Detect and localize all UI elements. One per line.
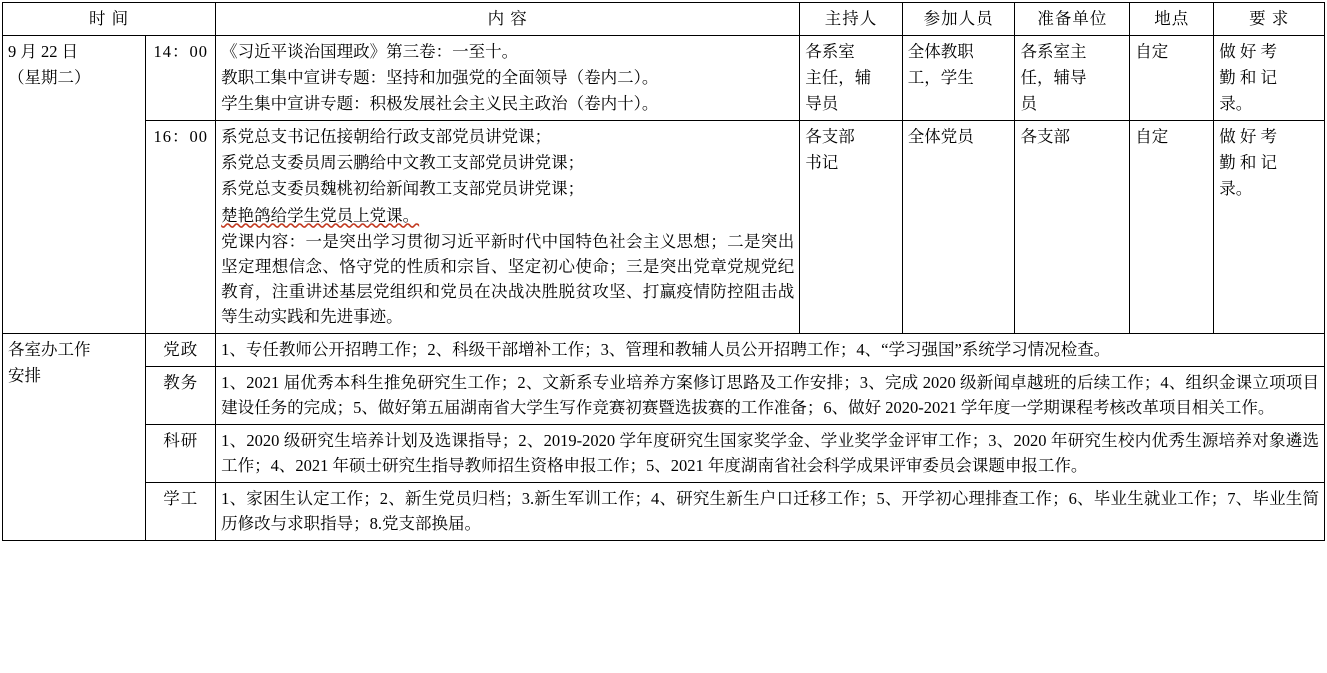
requirement-line: 勤 和 记	[1219, 153, 1277, 173]
header-participants: 参加人员	[902, 3, 1015, 36]
cell-content-1	[216, 36, 800, 121]
content-line: 系党总支委员周云鹏给中文教工支部党员讲党课；	[221, 153, 585, 173]
date-line-1: 9 月 22 日	[8, 42, 79, 62]
table-header-row	[3, 3, 1325, 36]
content-paragraph: 党课内容：一是突出学习贯彻习近平新时代中国特色社会主义思想；二是突出坚定理想信念、恪守党的性质和宗旨、坚定初心使命；三是突出党章党规党纪教育，注重讲述基层党组织和党员在决战决胜脱贫攻坚、打赢疫情防控阻击战等生动实践和先进事迹。	[221, 231, 795, 326]
table-row	[3, 121, 1325, 334]
host-line: 各支部	[805, 127, 855, 147]
office-item-name: 学工	[146, 483, 216, 541]
requirement-line: 录。	[1219, 94, 1253, 114]
cell-office-label	[3, 333, 146, 541]
cell-place-2: 自定	[1130, 121, 1214, 334]
header-place: 地点	[1130, 3, 1214, 36]
content-line: 系党总支书记伍接朝给行政支部党员讲党课；	[221, 127, 552, 147]
header-content: 内 容	[216, 3, 800, 36]
header-prep-unit: 准备单位	[1015, 3, 1130, 36]
cell-place-1: 自定	[1130, 36, 1214, 121]
cell-time-2: 16：00	[146, 121, 216, 334]
cell-participants-2: 全体党员	[902, 121, 1015, 334]
prep-line: 员	[1020, 94, 1037, 114]
cell-prep-2: 各支部	[1015, 121, 1130, 334]
header-time: 时 间	[3, 3, 216, 36]
host-line: 各系室	[805, 42, 855, 62]
cell-time-1: 14：00	[146, 36, 216, 121]
header-host: 主持人	[800, 3, 902, 36]
content-line: 学生集中宣讲专题：积极发展社会主义民主政治（卷内十）。	[221, 94, 659, 114]
cell-date	[3, 36, 146, 334]
requirement-line: 录。	[1219, 179, 1253, 199]
header-requirement: 要 求	[1214, 3, 1325, 36]
prep-line: 各系室主	[1020, 42, 1087, 62]
content-line: 教职工集中宣讲专题：坚持和加强党的全面领导（卷内二）。	[221, 68, 659, 88]
office-item-name: 教务	[146, 367, 216, 425]
cell-requirement-2	[1214, 121, 1325, 334]
office-label-line-1: 各室办工作	[8, 339, 91, 359]
office-item-text: 1、专任教师公开招聘工作；2、科级干部增补工作；3、管理和教辅人员公开招聘工作；4、“学习强国”系统学习情况检查。	[216, 333, 1325, 366]
office-item-name: 科研	[146, 425, 216, 483]
cell-content-2	[216, 121, 800, 334]
prep-line: 任，辅导	[1020, 68, 1087, 88]
office-label-line-2: 安排	[8, 366, 41, 386]
cell-host-1	[800, 36, 902, 121]
requirement-line: 勤 和 记	[1219, 68, 1277, 88]
cell-participants-1	[902, 36, 1015, 121]
requirement-line: 做 好 考	[1219, 127, 1277, 147]
participants-line: 工，学生	[907, 68, 974, 88]
host-line: 导员	[805, 94, 839, 114]
table-row	[3, 36, 1325, 121]
content-line: 《习近平谈治国理政》第三卷：一至十。	[221, 42, 519, 62]
office-row-student	[3, 483, 1325, 541]
date-line-2: （星期二）	[8, 68, 91, 88]
participants-line: 全体教职	[907, 42, 974, 62]
host-line: 主任，辅	[805, 68, 872, 88]
schedule-table	[2, 2, 1325, 541]
office-item-text: 1、2021 届优秀本科生推免研究生工作；2、文新系专业培养方案修订思路及工作安排；3、完成 2020 级新闻卓越班的后续工作；4、组织金课立项项目建设任务的完成；5、做好第五届湖南省大学生写作竞赛初赛暨选拔赛的工作准备；6、做好 2020-2021 学年度一学期课程考核改革项目相关工作。	[216, 367, 1325, 425]
content-line: 系党总支委员魏桃初给新闻教工支部党员讲党课；	[221, 179, 585, 199]
office-item-text: 1、家困生认定工作；2、新生党员归档；3.新生军训工作；4、研究生新生户口迁移工作；5、开学初心理排查工作；6、毕业生就业工作；7、毕业生简历修改与求职指导；8.党支部换届。	[216, 483, 1325, 541]
content-line-underlined: 楚艳鸽给学生党员上党课。	[221, 205, 420, 225]
office-row-party	[3, 333, 1325, 366]
cell-host-2	[800, 121, 902, 334]
cell-requirement-1	[1214, 36, 1325, 121]
office-item-name: 党政	[146, 333, 216, 366]
office-row-academic	[3, 367, 1325, 425]
cell-prep-1	[1015, 36, 1130, 121]
host-line: 书记	[805, 153, 839, 173]
requirement-line: 做 好 考	[1219, 42, 1277, 62]
office-item-text: 1、2020 级研究生培养计划及选课指导；2、2019-2020 学年度研究生国家奖学金、学业奖学金评审工作；3、2020 年研究生校内优秀生源培养对象遴选工作；4、2021 年硕士研究生指导教师招生资格申报工作；5、2021 年度湖南省社会科学成果评审委员会课题申报工作。	[216, 425, 1325, 483]
office-row-research	[3, 425, 1325, 483]
